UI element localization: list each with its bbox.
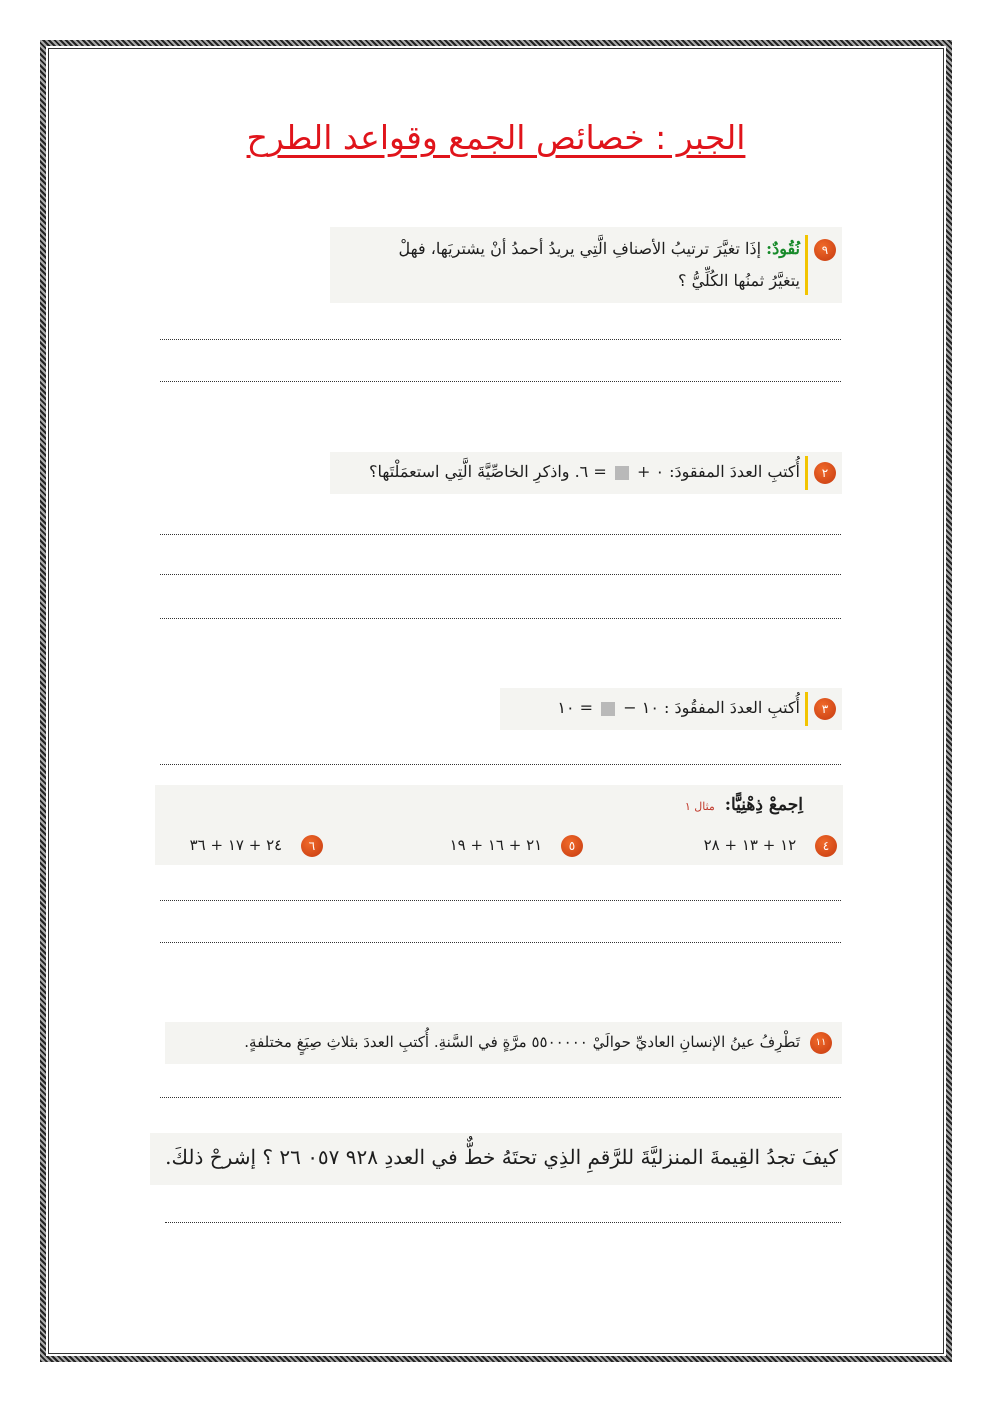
exercise-badge: ٦ <box>301 835 323 857</box>
question-3-badge: ٣ <box>814 698 836 720</box>
question-1-line-1 <box>399 239 800 258</box>
answer-line <box>160 942 841 943</box>
question-place-value-text: كيفَ تجدُ القِيمةَ المنزليَّةَ للرَّقمِ الذِي تحتَهُ خطٌّ في العددِ ٩٢٨ ٠٥٧ ٢٦ ؟ إشرحْ ذلكَ. <box>165 1145 838 1169</box>
page-title: الجبر : خصائص الجمع وقواعد الطرح <box>246 118 746 157</box>
mental-addition <box>155 785 843 865</box>
question-11 <box>165 1022 842 1064</box>
question-1-line-2: يتغيَّرُ ثمنُها الكُلِّيُّ ؟ <box>678 271 800 290</box>
exercise-expression: ٢١ + ١٦ + ١٩ <box>449 836 543 854</box>
question-1-text-1: إذَا تغيَّرَ ترتيبُ الأصنافِ الَّتِي يريدُ أحمدُ أنْ يشتريَها، فهلْ <box>398 239 762 258</box>
question-2-text-before: أُكتبِ العددَ المفقودَ: ٠ + <box>636 462 800 481</box>
question-2 <box>330 452 842 494</box>
question-3 <box>500 688 842 730</box>
missing-number-box <box>601 702 615 716</box>
answer-line <box>160 618 841 619</box>
answer-line <box>160 764 841 765</box>
exercise-badge: ٤ <box>815 835 837 857</box>
missing-number-box <box>615 466 629 480</box>
question-2-text-after: = ٦. واذكرِ الخاصِّيَّةَ الَّتِي استعمَلْتَها؟ <box>368 462 607 481</box>
exercise-expression: ١٢ + ١٣ + ٢٨ <box>703 836 797 854</box>
mental-addition-title <box>685 795 803 815</box>
answer-line <box>160 534 841 535</box>
answer-line <box>160 574 841 575</box>
exercise-expression: ٢٤ + ١٧ + ٣٦ <box>189 836 283 854</box>
exercise-6 <box>190 835 323 857</box>
question-1-badge: ٩ <box>814 239 836 261</box>
answer-line <box>160 381 841 382</box>
answer-line <box>160 339 841 340</box>
example-reference: مثال ١ <box>684 800 715 813</box>
question-11-text: تَطْرِفُ عينُ الإنسانِ العاديِّ حوالَيْ ٥٥٠٠٠٠٠ مرَّةٍ في السَّنةِ. أُكتبِ العددَ بثلاثِ صِيَغٍ مختلفةٍ. <box>244 1033 800 1051</box>
question-place-value <box>150 1133 842 1185</box>
accent-bar <box>805 456 808 490</box>
exercise-badge: ٥ <box>561 835 583 857</box>
question-1 <box>330 227 842 303</box>
question-2-text <box>369 462 800 481</box>
question-2-badge: ٢ <box>814 462 836 484</box>
answer-line <box>160 1097 841 1098</box>
question-1-keyword: نُقُودٌ: <box>766 239 800 258</box>
answer-line <box>165 1222 841 1223</box>
mental-addition-label: اِجمعْ ذِهْنِيًّا: <box>724 795 803 815</box>
question-3-text-after: = ١٠ <box>557 698 594 717</box>
exercise-5 <box>450 835 583 857</box>
question-11-badge: ١١ <box>810 1032 832 1054</box>
question-3-text-before: أُكتبِ العددَ المفقُودَ : ١٠ − <box>623 698 800 717</box>
question-3-text <box>557 698 800 717</box>
exercise-4 <box>704 835 837 857</box>
accent-bar <box>805 692 808 726</box>
answer-line <box>160 900 841 901</box>
accent-bar <box>805 235 808 295</box>
